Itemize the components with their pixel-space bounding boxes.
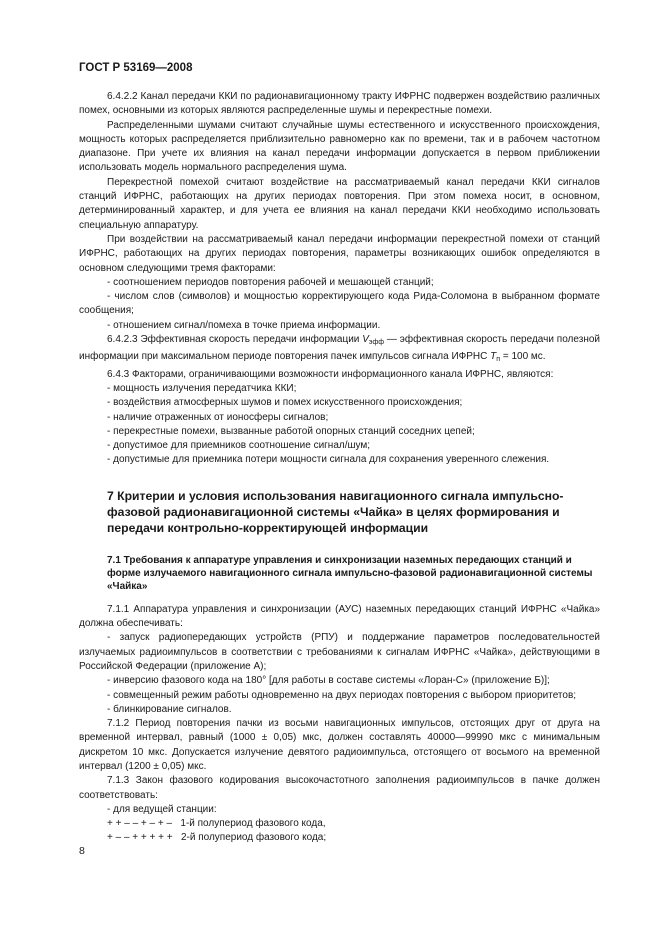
page-content (79, 90, 600, 846)
paragraph-text: 6.4.2.3 Эффективная скорость передачи информации (107, 334, 363, 346)
paragraph: 7.1.3 Закон фазового кодирования высокочастотного заполнения радиоимпульсов в пачке должен соответствовать: (79, 775, 600, 801)
symbol-subscript: п (496, 356, 501, 364)
paragraph: При воздействии на рассматриваемый канал передачи информации перекрестной помехи от станций ИФРНС, работающих на других периодах повторения, параметры возникающих ошибок определяются в основном следующими тремя факторами: (79, 233, 600, 274)
list-item: - инверсию фазового кода на 180° [для работы в составе системы «Лоран-С» (приложение Б)]; (107, 675, 550, 687)
paragraph: Перекрестной помехой считают воздействие на рассматриваемый канал передачи ККИ сигналов станций ИФРНС, работающих на других периодах повторения. При этом помеха носит, в основном, детерминированный характер, и для учета ее влияния на канал передачи ККИ необходимо использовать специальную аппаратуру. (79, 176, 600, 231)
paragraph: 7.1.2 Период повторения пачки из восьми навигационных импульсов, отстоящих друг от друга на временной интервал, равный (1000 ± 0,05) мкс, должен составлять 40000—99990 мкс с минимальным дискретом 10 мкс. Допускается излучение девятого радиоимпульса, отстоящего от восьмого на временной интервал (1200 ± 0,05) мкс. (79, 718, 600, 772)
paragraph-text: — эффективная скорость передачи полезной информации при максимальном периоде повторения пачек импульсов сигнала ИФРНС (79, 334, 600, 363)
list-item: - для ведущей станции: (107, 803, 217, 815)
list-item: - соотношением периодов повторения рабочей и мешающей станций; (107, 276, 434, 288)
paragraph: Распределенными шумами считают случайные шумы естественного и искусственного происхождения, мощность которых распределяется приблизительно равномерно как по времени, так и в рабочем частотном диапазоне. При учете их влияния на канал передачи информации допускается в первом приближении использовать модель нормального распределения шума. (79, 119, 600, 174)
list-item: - допустимое для приемников соотношение сигнал/шум; (107, 440, 371, 452)
list-item: - блинкирование сигналов. (107, 703, 232, 715)
symbol-subscript: эфф (368, 339, 385, 347)
paragraph: 7.1.1 Аппаратура управления и синхронизации (АУС) наземных передающих станций ИФРНС «Чайка» должна обеспечивать: (79, 603, 600, 630)
symbol-t: T (490, 351, 497, 363)
list-item: - отношением сигнал/помеха в точке приема информации. (107, 319, 381, 331)
paragraph-text: = 100 мс. (500, 351, 546, 363)
page-number: 8 (79, 845, 85, 857)
section-heading: 7 Критерии и условия использования навигационного сигнала импульсно-фазовой радионавигационной системы «Чайка» в целях формирования и передачи контрольно-корректирующей информации (107, 488, 564, 535)
list-item: - воздействия атмосферных шумов и помех искусственного происхождения; (107, 397, 463, 409)
paragraph: 6.4.3 Факторами, ограничивающими возможности информационного канала ИФРНС, являются: (107, 368, 554, 380)
phase-code-line: + + – – + – + – 1-й полупериод фазового кода, (107, 818, 326, 830)
phase-code-line: + – – + + + + + 2-й полупериод фазового кода; (107, 832, 327, 844)
list-item: - наличие отраженных от ионосферы сигналов; (107, 411, 329, 423)
list-item: - запуск радиопередающих устройств (РПУ) и поддержание параметров последовательностей излучаемых радиоимпульсов в соответствии с требованиями к сигналам ИФРНС «Чайка», действующими в Российской Федерации (приложение А); (79, 632, 600, 672)
paragraph (79, 333, 600, 368)
paragraph: 6.4.2.2 Канал передачи ККИ по радионавигационному тракту ИФРНС подвержен воздействию различных помех, основными из которых являются распределенные шумы и перекрестные помехи. (79, 91, 600, 117)
list-item: - перекрестные помехи, вызванные работой опорных станций соседних цепей; (107, 425, 475, 437)
list-item: - допустимые для приемника потери мощности сигнала для сохранения уверенного слежения. (107, 454, 550, 466)
subsection-heading: 7.1 Требования к аппаратуре управления и синхронизации наземных передающих станций и форме излучаемого навигационного сигнала импульсно-фазовой радионавигационной системы «Чайка» (107, 554, 593, 592)
list-item: - числом слов (символов) и мощностью корректирующего кода Рида-Соломона в выбранном формате сообщения; (79, 291, 600, 317)
list-item: - мощность излучения передатчика ККИ; (107, 382, 297, 394)
list-item: - совмещенный режим работы одновременно на двух периодах повторения с выбором приоритетов; (107, 689, 577, 701)
symbol-v: V (362, 334, 369, 346)
standard-header: ГОСТ Р 53169—2008 (79, 62, 193, 74)
